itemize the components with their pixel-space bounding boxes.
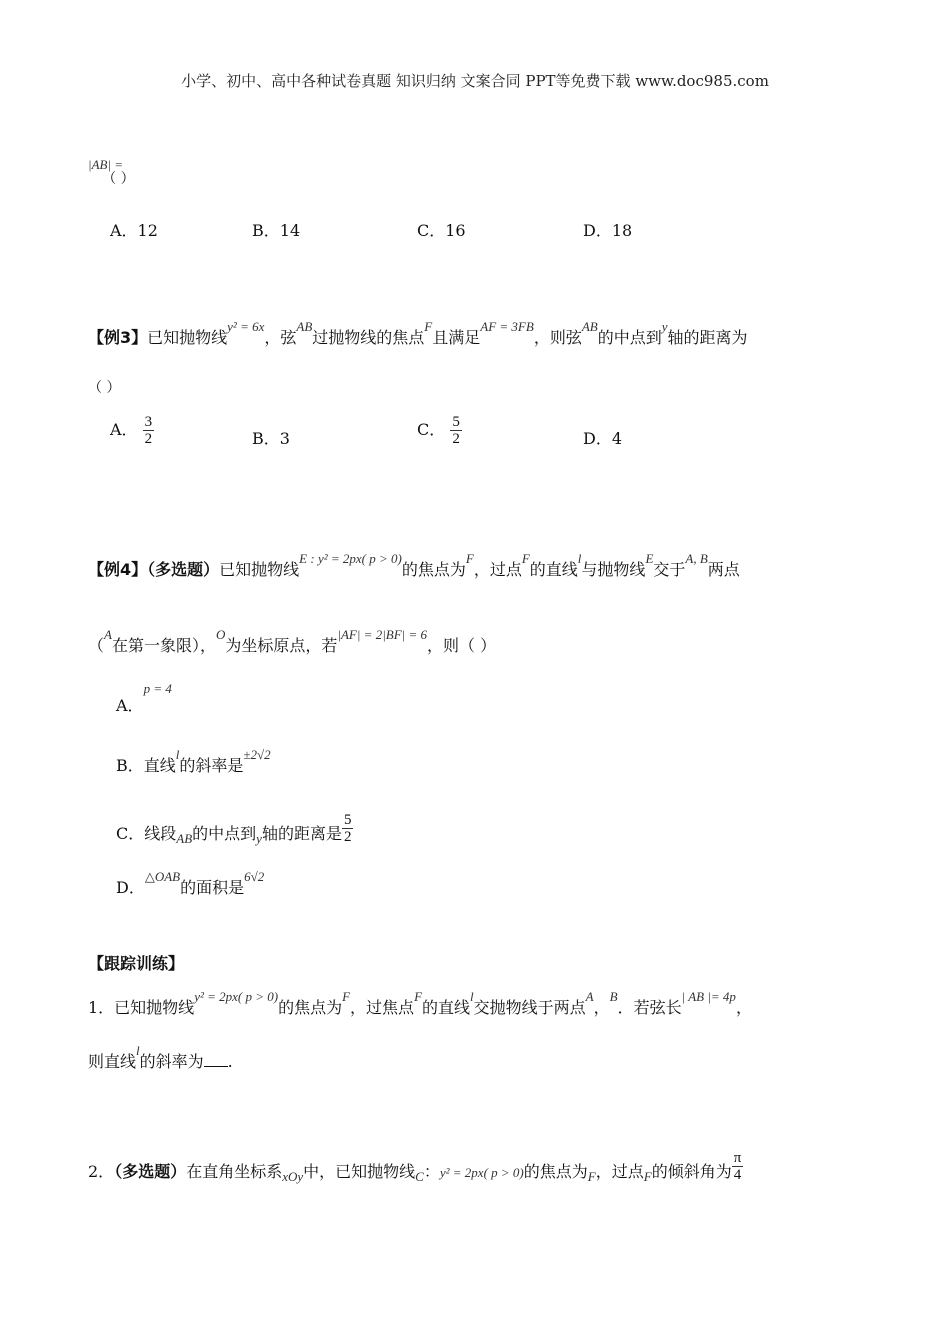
option-d: D．4 <box>583 429 623 448</box>
text: 中，已知抛物线 <box>303 1162 416 1181</box>
practice-q1-line2 <box>88 1043 233 1073</box>
text: ，则（ ） <box>427 636 497 655</box>
text: 轴的距离是 <box>261 824 342 843</box>
math: ±2√2 <box>243 747 271 762</box>
denominator: 2 <box>452 431 460 447</box>
math: F <box>424 319 433 334</box>
text: 的面积是 <box>180 878 245 897</box>
math: y² = 2px( p > 0) <box>194 989 279 1004</box>
option-label: A． <box>116 696 144 715</box>
math: A <box>585 989 594 1004</box>
text: ，过焦点 <box>350 998 415 1017</box>
text: . <box>227 1052 233 1071</box>
text: 的中点到 <box>597 328 662 347</box>
math: p = 4 <box>143 681 172 696</box>
text: 的焦点为 <box>401 560 466 579</box>
fraction <box>732 1150 744 1183</box>
answer-blank[interactable] <box>204 1052 228 1067</box>
math: l <box>175 747 180 762</box>
option-b: B．14 <box>252 221 301 240</box>
math: xOy <box>282 1169 304 1184</box>
text: ： <box>423 1162 440 1181</box>
example-3-tag: 【例3】 <box>88 328 148 347</box>
math: E <box>645 551 654 566</box>
practice-q1 <box>88 989 752 1019</box>
answer-paren: （ ） <box>88 380 121 396</box>
text: 过抛物线的焦点 <box>312 328 425 347</box>
numerator: π <box>733 1150 742 1166</box>
math: C <box>415 1169 424 1184</box>
text: ， <box>735 998 752 1017</box>
math: 6√2 <box>244 869 265 884</box>
math: l <box>136 1043 140 1058</box>
text: 的直线 <box>529 560 578 579</box>
text: 已知抛物线 <box>147 328 228 347</box>
numerator: 5 <box>343 812 352 828</box>
text: 在第一象限）， <box>111 636 216 655</box>
text: 交抛物线于两点 <box>473 998 586 1017</box>
text: 的斜率为 <box>139 1052 204 1071</box>
math: | AB |= 4p <box>681 989 736 1004</box>
math-abs-ab: |AB| = <box>88 157 124 172</box>
option-label: C．线段 <box>116 824 177 843</box>
text: 则直线 <box>88 1052 137 1071</box>
math: A, B <box>685 551 708 566</box>
example-4-tag: 【例4】 <box>88 560 148 579</box>
math: AB <box>296 319 313 334</box>
example-3-stem <box>88 319 748 349</box>
option-c <box>116 812 353 851</box>
option-label: C． <box>417 420 446 439</box>
text: 2． <box>88 1162 115 1181</box>
text: 的焦点为 <box>278 998 343 1017</box>
text: 交于 <box>653 560 686 579</box>
math: F <box>587 1169 596 1184</box>
math: AB <box>176 831 193 846</box>
denominator: 2 <box>144 431 153 447</box>
numerator: 3 <box>144 414 153 430</box>
math: l <box>470 989 474 1004</box>
option-a: A．12 <box>110 221 158 240</box>
math: A <box>104 627 112 642</box>
text: 的倾斜角为 <box>651 1162 732 1181</box>
text: ，过点 <box>595 1162 644 1181</box>
multi-choice-tag: （多选题） <box>147 560 220 579</box>
practice-title: 【跟踪训练】 <box>88 954 185 973</box>
example-4-stem <box>88 551 740 581</box>
option-label: A． <box>110 420 138 439</box>
practice-q2 <box>88 1150 743 1189</box>
text: 且满足 <box>432 328 481 347</box>
text: ．若弦长 <box>617 998 682 1017</box>
denominator: 4 <box>733 1167 742 1183</box>
text: 的斜率是 <box>179 756 244 775</box>
text: ，弦 <box>264 328 297 347</box>
math: |AF| = 2|BF| = 6 <box>337 627 427 642</box>
option-b: B．3 <box>252 429 290 448</box>
option-label: B．直线 <box>116 756 176 775</box>
math: B <box>609 989 618 1004</box>
example-4-stem-line2 <box>88 627 497 657</box>
answer-paren: （ ） <box>102 171 135 187</box>
text: 的直线 <box>422 998 471 1017</box>
option-a <box>110 414 154 447</box>
option-label: D． <box>116 878 145 897</box>
math: F <box>342 989 351 1004</box>
math: y² = 2px( p > 0) <box>439 1165 524 1180</box>
option-b <box>116 747 271 777</box>
text: 的焦点为 <box>523 1162 588 1181</box>
text: 的中点到 <box>192 824 257 843</box>
math: y <box>661 319 668 334</box>
math: y² = 6x <box>227 319 265 334</box>
prev-question-tail <box>88 157 161 187</box>
fraction <box>143 414 155 447</box>
math: AB <box>581 319 598 334</box>
math: O <box>215 627 226 642</box>
text: ，则弦 <box>533 328 582 347</box>
math: AF = 3FB <box>480 319 534 334</box>
numerator: 5 <box>452 414 460 430</box>
multi-choice-tag: （多选题） <box>114 1162 187 1181</box>
page-header: 小学、初中、高中各种试卷真题 知识归纳 文案合同 PPT等免费下载 www.doc985.com <box>181 72 769 90</box>
text: 1．已知抛物线 <box>88 998 195 1017</box>
denominator: 2 <box>343 829 352 845</box>
option-c <box>417 414 462 447</box>
text: （ <box>88 636 105 655</box>
text: ，过点 <box>473 560 522 579</box>
option-d <box>116 869 265 899</box>
math: F <box>414 989 423 1004</box>
option-c: C．16 <box>417 221 466 240</box>
math: F <box>643 1169 652 1184</box>
text: 两点 <box>707 560 740 579</box>
math: F <box>465 551 474 566</box>
text: 为坐标原点，若 <box>225 636 338 655</box>
text: 与抛物线 <box>581 560 646 579</box>
math: △OAB <box>144 869 181 884</box>
math: E : y² = 2px( p > 0) <box>299 551 402 566</box>
math: y <box>256 831 262 846</box>
fraction <box>342 812 354 845</box>
math: F <box>521 551 530 566</box>
option-d: D．18 <box>583 221 633 240</box>
fraction <box>450 414 462 447</box>
text: ， <box>593 998 610 1017</box>
text: 轴的距离为 <box>667 328 748 347</box>
math: l <box>577 551 582 566</box>
text: 已知抛物线 <box>219 560 300 579</box>
text: 在直角坐标系 <box>186 1162 283 1181</box>
option-a <box>116 681 172 717</box>
